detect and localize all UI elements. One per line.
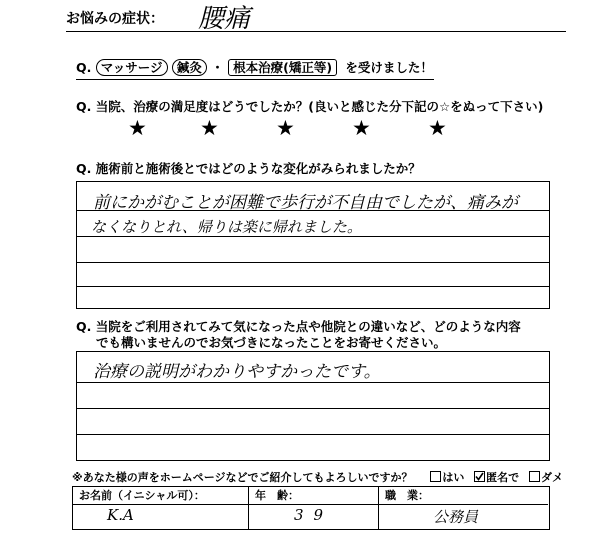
consent-row [72, 469, 563, 485]
checkbox-icon [529, 471, 540, 482]
job-value: 公務員 [433, 508, 479, 526]
consent-option-yes[interactable]: はい [430, 471, 468, 484]
name-value: K.A [107, 506, 134, 524]
feedback-question-line-2: でも構いませんのでお気づきになったことをお寄せください。 [96, 335, 447, 350]
feedback-answer-line-1: 治療の説明がわかりやすかったです。 [93, 362, 381, 382]
checked-box-icon [474, 471, 485, 482]
q1-suffix: を受けました！ [345, 60, 433, 75]
option-massage: マッサージ [96, 59, 168, 76]
age-label: 年 齢： [249, 487, 378, 505]
name-label: お名前（イニシャル可）： [73, 487, 248, 505]
q1-prefix: Q. [76, 60, 92, 75]
option-root-treatment: 根本治療(矯正等) [228, 59, 337, 76]
symptom-label: お悩みの症状： [66, 11, 164, 27]
option-acupuncture: 鍼灸 [172, 59, 207, 76]
symptom-underline [66, 31, 566, 32]
change-answer-box [76, 181, 550, 309]
consent-text: ※あなた様の声をホームページなどでご紹介してもよろしいですか？ [72, 471, 413, 484]
feedback-question-line-1: Q. 当院をご利用されてみて気になった点や他院との違いなど、どのような内容 [76, 319, 521, 334]
change-answer-line-2: なくなりとれ、帰りは楽に帰れました。 [91, 218, 362, 236]
age-cell [249, 487, 379, 529]
change-answer-line-1: 前にかがむことが困難で歩行が不自由でしたが、痛みが [93, 193, 518, 213]
name-cell [73, 487, 249, 529]
star-icon: ★ [352, 116, 371, 140]
treatment-question [76, 58, 433, 76]
q1-underline [76, 79, 434, 80]
option-dot: ・ [211, 60, 224, 75]
age-value: 39 [293, 506, 334, 524]
change-question: Q. 施術前と施術後とではどのような変化がみられましたか？ [76, 161, 421, 176]
respondent-info-table [72, 486, 550, 530]
checkbox-icon [430, 471, 441, 482]
job-cell [379, 487, 548, 529]
star-icon: ★ [128, 116, 147, 140]
consent-option-anonymous[interactable]: 匿名で [474, 471, 523, 484]
feedback-answer-box [76, 351, 550, 461]
star-icon: ★ [276, 116, 295, 140]
star-icon: ★ [428, 116, 447, 140]
job-label: 職 業： [379, 487, 548, 505]
star-icon: ★ [200, 116, 219, 140]
consent-option-no[interactable]: ダメ [529, 471, 563, 484]
satisfaction-question: Q. 当院、治療の満足度はどうでしたか？(良いと感じた分下記の☆をぬって下さい) [76, 99, 544, 114]
symptom-value: 腰痛 [198, 4, 251, 34]
